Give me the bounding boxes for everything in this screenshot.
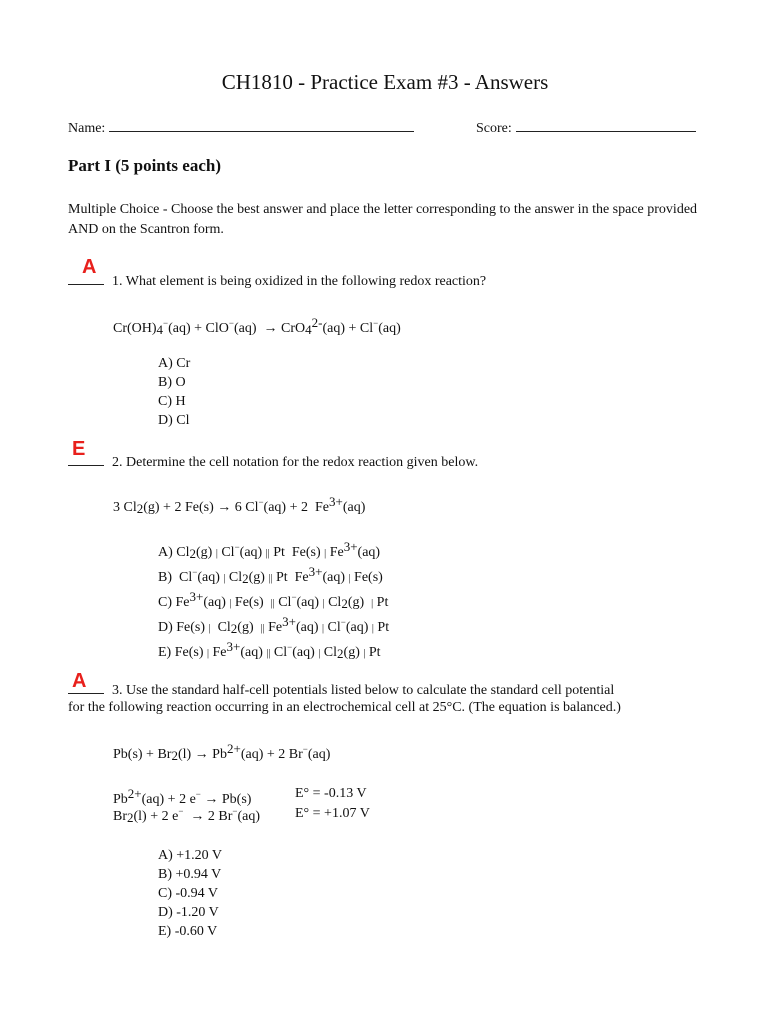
q2-question (68, 453, 478, 471)
score-line[interactable] (516, 130, 696, 132)
q3-option-d[interactable]: D) -1.20 V (158, 905, 219, 920)
page-title: CH1810 - Practice Exam #3 - Answers (221, 70, 549, 94)
q3-half-reaction-1: Pb2+(aq) + 2 e− → Pb(s) (113, 786, 252, 807)
q2-option-a[interactable]: A) Cl2(g) | Cl−(aq) || Pt Fe(s) | Fe3+(aq) (158, 539, 381, 561)
q1-option-a[interactable]: A) Cr (158, 356, 191, 371)
q3-equation: Pb(s) + Br2(l) → Pb2+(aq) + 2 Br−(aq) (113, 741, 331, 763)
q1-equation: Cr(OH)4−(aq) + ClO−(aq) → CrO42-(aq) + Cl−(aq) (113, 315, 401, 337)
q1-question (68, 272, 486, 290)
q2-answer-blank[interactable] (68, 453, 104, 466)
q3-potential-1: E° = -0.13 V (295, 786, 367, 801)
q3-option-e[interactable]: E) -0.60 V (158, 924, 218, 939)
q3-answer: A (72, 670, 87, 692)
section-title: Part I (5 points each) (68, 156, 221, 175)
q3-half-reaction-2: Br2(l) + 2 e− → 2 Br−(aq) (113, 806, 261, 825)
score-label: Score: (476, 121, 512, 136)
q3-potential-2: E° = +1.07 V (295, 806, 370, 821)
name-field (68, 121, 414, 137)
q2-answer: E (72, 438, 86, 460)
q2-option-e[interactable]: E) Fe(s) | Fe3+(aq) || Cl−(aq) | Cl2(g) | Pt (158, 639, 381, 661)
q1-option-b[interactable]: B) O (158, 375, 186, 390)
name-label: Name: (68, 121, 106, 136)
q2-equation: 3 Cl2(g) + 2 Fe(s) → 6 Cl−(aq) + 2 Fe3+(aq) (113, 494, 366, 516)
q3-text-continued: for the following reaction occurring in an electrochemical cell at 25°C. (The equation is balanced.) (68, 700, 621, 715)
q1-text: 1. What element is being oxidized in the following redox reaction? (112, 274, 487, 289)
q3-question (68, 681, 614, 699)
q1-answer: A (82, 256, 97, 278)
name-line[interactable] (109, 130, 414, 132)
instructions: Multiple Choice - Choose the best answer and place the letter corresponding to the answer in the space provided AND on the Scantron form. (68, 202, 698, 237)
q1-answer-blank[interactable] (68, 272, 104, 285)
q2-text: 2. Determine the cell notation for the redox reaction given below. (112, 455, 479, 470)
q3-option-b[interactable]: B) +0.94 V (158, 867, 222, 882)
q1-option-c[interactable]: C) H (158, 394, 186, 409)
score-field (476, 121, 696, 137)
q2-option-b[interactable]: B) Cl−(aq) | Cl2(g) || Pt Fe3+(aq) | Fe(s) (158, 564, 383, 586)
q3-option-c[interactable]: C) -0.94 V (158, 886, 219, 901)
q2-option-c[interactable]: C) Fe3+(aq) | Fe(s) || Cl−(aq) | Cl2(g) | Pt (158, 589, 389, 611)
q3-text: 3. Use the standard half-cell potentials listed below to calculate the standard cell potential (112, 683, 615, 698)
q1-option-d[interactable]: D) Cl (158, 413, 190, 428)
q2-option-d[interactable]: D) Fe(s) | Cl2(g) || Fe3+(aq) | Cl−(aq) | Pt (158, 614, 390, 636)
q3-option-a[interactable]: A) +1.20 V (158, 848, 223, 863)
q3-answer-blank[interactable] (68, 681, 104, 694)
